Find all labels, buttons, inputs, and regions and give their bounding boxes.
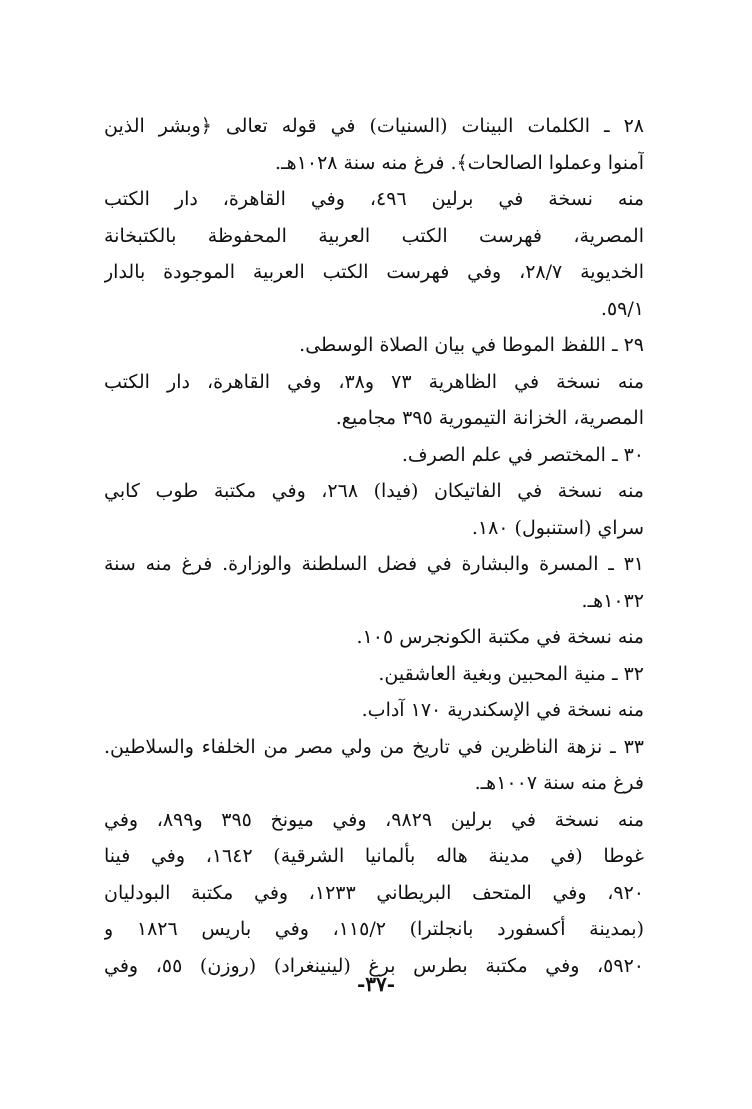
text-line: المصرية، الخزانة التيمورية ٣٩٥ مجاميع.	[335, 407, 644, 429]
entry-30	[104, 437, 644, 547]
text-line: آمنوا وعملوا الصالحات﴾. فرغ منه سنة ١٠٢٨هـ.	[275, 151, 644, 174]
entry-28	[104, 108, 644, 327]
text-line: الخديوية ٢٨/٧، وفي فهرست الكتب العربية الموجودة بالدار	[104, 261, 644, 283]
text-line: ٩٢٠، وفي المتحف البريطاني ١٢٣٣، وفي مكتبة البودليان	[104, 881, 644, 904]
entry-32	[104, 656, 644, 729]
entry-title: ٣٢ ـ منية المحبين وبغية العاشقين.	[378, 662, 644, 685]
entry-title: ٣١ ـ المسرة والبشارة في فضل السلطنة والوزارة. فرغ منه سنة	[104, 553, 644, 575]
text-line: ١٠٣٢هـ.	[581, 589, 644, 612]
text-line: منه نسخة في الفاتيكان (فيدا) ٢٦٨، وفي مكتبة طوب كابي	[104, 480, 644, 502]
entry-title: ٣٣ ـ نزهة الناظرين في تاريخ من ولي مصر من الخلفاء والسلاطين.	[104, 735, 644, 758]
text-line: المصرية، فهرست الكتب العربية المحفوظة بالكتبخانة	[104, 224, 644, 247]
text-line: ٥٩٢٠، وفي مكتبة بطرس برغ (لينينغراد) (روزن) ٥٥، وفي	[104, 954, 644, 977]
entry-title: ٢٩ ـ اللفظ الموطا في بيان الصلاة الوسطى.	[299, 334, 644, 356]
text-line: منه نسخة في برلين ٩٨٢٩، وفي ميونخ ٣٩٥ و٨٩٩، وفي	[104, 808, 644, 831]
entry-29	[104, 327, 644, 437]
text-line: ٥٩/١.	[600, 297, 644, 320]
text-line: منه نسخة في برلين ٤٩٦، وفي القاهرة، دار الكتب	[104, 188, 644, 210]
text-line: منه نسخة في مكتبة الكونجرس ١٠٥.	[356, 626, 644, 648]
page-body	[104, 108, 644, 984]
entry-31	[104, 546, 644, 656]
entry-title: ٢٨ ـ الكلمات البينات (السنيات) في قوله تعالى ﴿وبشر الذين	[104, 115, 644, 137]
text-line: سراي (استنبول) ١٨٠.	[471, 516, 644, 539]
text-line: منه نسخة في الظاهرية ٧٣ و٣٨، وفي القاهرة، دار الكتب	[104, 370, 644, 393]
entry-title: ٣٠ ـ المختصر في علم الصرف.	[401, 443, 644, 466]
entry-33	[104, 729, 644, 985]
text-line: (بمدينة أكسفورد بانجلترا) ١١٥/٢، وفي باريس ١٨٢٦ و	[104, 918, 644, 940]
text-line: منه نسخة في الإسكندرية ١٧٠ آداب.	[361, 699, 644, 721]
page-number: -٣٧-	[356, 972, 396, 996]
text-line: فرغ منه سنة ١٠٠٧هـ.	[474, 772, 644, 794]
text-line: غوطا (في مدينة هاله بألمانيا الشرقية) ١٦٤٢، وفي فينا	[104, 845, 644, 867]
